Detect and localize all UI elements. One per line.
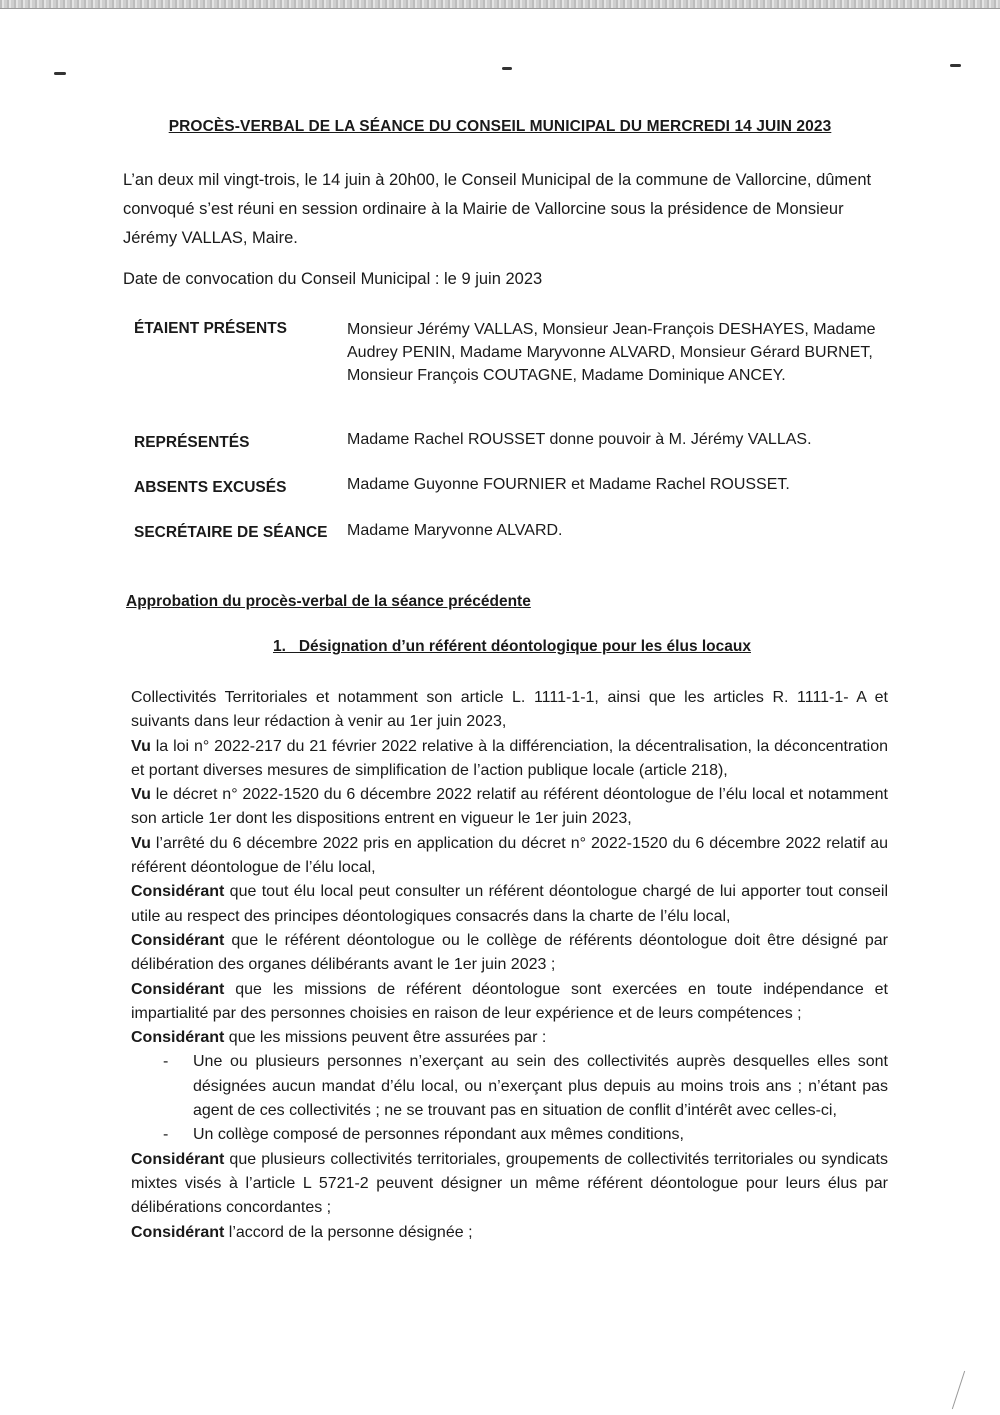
present-label: ÉTAIENT PRÉSENTS	[134, 320, 288, 337]
absent-label: ABSENTS EXCUSÉS	[134, 479, 287, 496]
body-paragraph: Collectivités Territoriales et notamment son article L. 1111-1-1, ainsi que les articles R. 1111-1- A et suivants dans leur rédaction à venir au 1er juin 2023,	[131, 689, 888, 731]
body-paragraph: Vu la loi n° 2022-217 du 21 février 2022 relative à la différenciation, la décentralisation, la déconcentration et portant diverses mesures de simplification de l’action publique locale (article 218),	[131, 737, 888, 779]
list-item: - Une ou plusieurs personnes n’exerçant au sein des collectivités auprès desquelles elles sont désignées aucun mandat d’élu local, ou n’exerçant plus depuis au moins trois ans ; n’étant pas agent de ces collectivités ; ne se trouvant pas en situation de conflit d’intérêt avec celles-ci,	[163, 1053, 888, 1120]
body-paragraph: Considérant que le référent déontologue ou le collège de référents déontologue doit être désigné par délibération des organes délibérants avant le 1er juin 2023 ;	[131, 931, 888, 974]
scan-mark	[952, 1371, 965, 1409]
deliberation-body	[131, 686, 888, 1245]
scan-speck	[54, 72, 66, 75]
section-heading: 1. Désignation d’un référent déontologique pour les élus locaux	[273, 638, 751, 655]
secretary-label: SECRÉTAIRE DE SÉANCE	[134, 524, 328, 541]
body-paragraph: Considérant que tout élu local peut consulter un référent déontologue chargé de lui apporter tout conseil utile au respect des principes déontologiques consacrés dans la charte de l’élu local,	[131, 883, 888, 925]
intro-paragraph: L’an deux mil vingt-trois, le 14 juin à 20h00, le Conseil Municipal de la commune de Vallorcine, dûment convoqué s’est réuni en session ordinaire à la Mairie de Vallorcine sous la présidence de Monsieur Jérémy VALLAS, Maire.	[123, 171, 872, 247]
represented-value: Madame Rachel ROUSSET donne pouvoir à M. Jérémy VALLAS.	[347, 431, 812, 448]
body-paragraph: Considérant que plusieurs collectivités territoriales, groupements de collectivités territoriales ou syndicats mixtes visés à l’article L 5721-2 peuvent désigner un même référent déontologue pour leurs élus par délibérations concordantes ;	[131, 1150, 888, 1217]
absent-value: Madame Guyonne FOURNIER et Madame Rachel ROUSSET.	[347, 476, 790, 493]
secretary-value: Madame Maryvonne ALVARD.	[347, 522, 563, 539]
body-paragraph: Considérant l’accord de la personne désignée ;	[131, 1223, 473, 1241]
list-item: - Un collège composé de personnes répondant aux mêmes conditions,	[163, 1126, 684, 1144]
bullet-list	[131, 1050, 888, 1147]
document-title: PROCÈS-VERBAL DE LA SÉANCE DU CONSEIL MUNICIPAL DU MERCREDI 14 JUIN 2023	[168, 118, 832, 135]
body-paragraph: Vu le décret n° 2022-1520 du 6 décembre 2022 relatif au référent déontologue de l’élu local et notamment son article 1er dont les dispositions entrent en vigueur le 1er juin 2023,	[131, 786, 888, 828]
scan-speck	[950, 64, 961, 67]
convocation-date: Date de convocation du Conseil Municipal : le 9 juin 2023	[123, 270, 543, 288]
scan-edge	[0, 0, 1000, 9]
scan-speck	[502, 67, 512, 70]
present-value: Monsieur Jérémy VALLAS, Monsieur Jean-François DESHAYES, Madame Audrey PENIN, Madame Maryvonne ALVARD, Monsieur Gérard BURNET, Monsieur François COUTAGNE, Madame Dominique ANCEY.	[347, 321, 876, 384]
body-paragraph: Considérant que les missions peuvent être assurées par :	[131, 1029, 547, 1047]
body-paragraph: Considérant que les missions de référent déontologue sont exercées en toute indépendance et impartialité par des personnes choisies en raison de leur expérience et de leurs compétences ;	[131, 980, 888, 1022]
body-paragraph: Vu l’arrêté du 6 décembre 2022 pris en application du décret n° 2022-1520 du 6 décembre 2022 relatif au référent déontologue de l’élu local,	[131, 834, 888, 877]
approval-heading: Approbation du procès-verbal de la séance précédente	[126, 593, 531, 610]
represented-label: REPRÉSENTÉS	[134, 434, 250, 451]
